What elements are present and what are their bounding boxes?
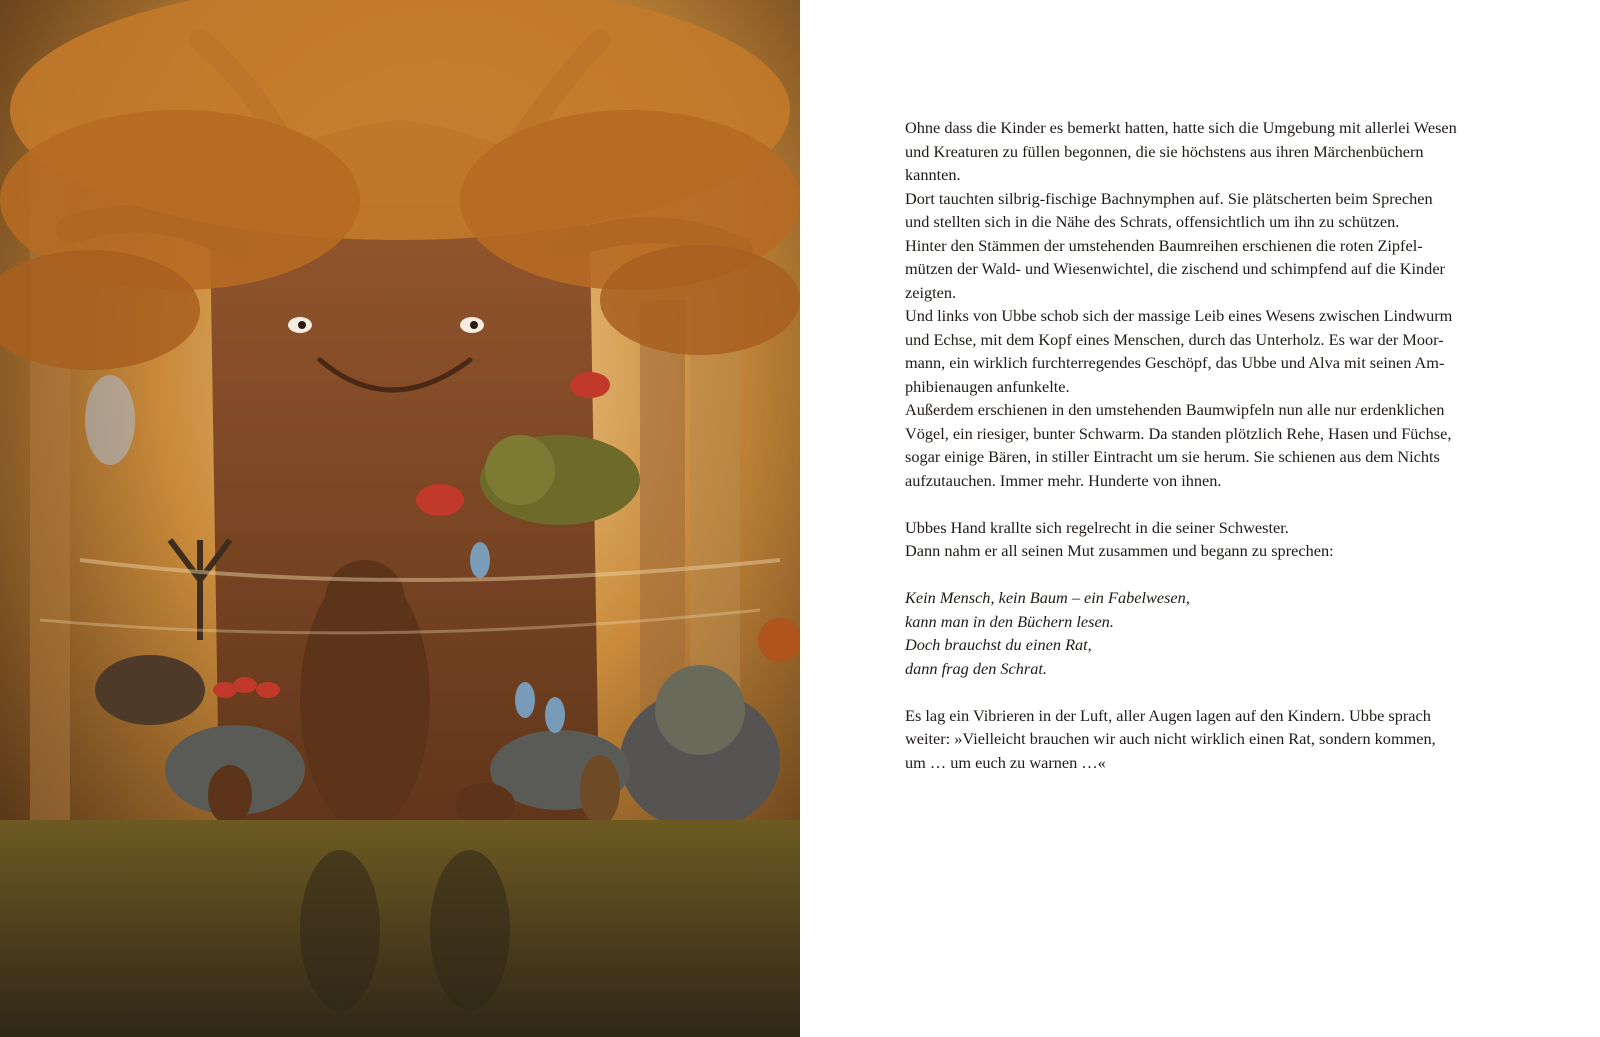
text-line: und stellten sich in die Nähe des Schrats, offensichtlich um ihn zu schützen. bbox=[905, 212, 1400, 231]
paragraph bbox=[905, 116, 1495, 187]
verse-line: Kein Mensch, kein Baum – ein Fabelwesen, bbox=[905, 588, 1190, 607]
verse bbox=[905, 586, 1495, 680]
text-line: und Echse, mit dem Kopf eines Menschen, durch das Unterholz. Es war der Moor- bbox=[905, 329, 1444, 349]
paragraph bbox=[905, 234, 1495, 305]
paragraph bbox=[905, 304, 1495, 398]
text-line: weiter: »Vielleicht brauchen wir auch nicht wirklich einen Rat, sondern kommen, bbox=[905, 729, 1436, 748]
text-line: und Kreaturen zu füllen begonnen, die sie höchstens aus ihren Märchenbüchern bbox=[905, 141, 1424, 161]
paragraph-gap bbox=[905, 492, 1495, 516]
text-line: Und links von Ubbe schob sich der massige Leib eines Wesens zwischen Lindwurm bbox=[905, 306, 1453, 325]
verse-line: dann frag den Schrat. bbox=[905, 658, 1047, 678]
text-line: sogar einige Bären, in stiller Eintracht um sie herum. Sie schienen aus dem Nichts bbox=[905, 447, 1440, 466]
text-line: kannten. bbox=[905, 165, 961, 184]
paragraph bbox=[905, 516, 1495, 563]
text-line: Außerdem erschienen in den umstehenden Baumwipfeln nun alle nur erdenklichen bbox=[905, 400, 1445, 419]
paragraph bbox=[905, 704, 1495, 775]
text-page bbox=[800, 0, 1600, 1037]
paragraph bbox=[905, 187, 1495, 234]
paragraph-gap bbox=[905, 563, 1495, 587]
verse-line: kann man in den Büchern lesen. bbox=[905, 611, 1114, 631]
text-line: Es lag ein Vibrieren in der Luft, aller Augen lagen auf den Kindern. Ubbe sprach bbox=[905, 705, 1431, 725]
text-line: phibienaugen anfunkelte. bbox=[905, 376, 1070, 396]
text-line: Hinter den Stämmen der umstehenden Baumreihen erschienen die roten Zipfel- bbox=[905, 235, 1423, 255]
verse-line: Doch brauchst du einen Rat, bbox=[905, 635, 1092, 654]
text-line: Vögel, ein riesiger, bunter Schwarm. Da standen plötzlich Rehe, Hasen und Füchse, bbox=[905, 423, 1452, 443]
text-line: Ubbes Hand krallte sich regelrecht in die seiner Schwester. bbox=[905, 517, 1289, 537]
text-line: mann, ein wirklich furchterregendes Geschöpf, das Ubbe und Alva mit seinen Am- bbox=[905, 353, 1445, 372]
paragraph-gap bbox=[905, 680, 1495, 704]
text-line: zeigten. bbox=[905, 282, 957, 302]
text-line: Dann nahm er all seinen Mut zusammen und begann zu sprechen: bbox=[905, 541, 1334, 560]
story-text bbox=[905, 116, 1495, 774]
text-line: Ohne dass die Kinder es bemerkt hatten, hatte sich die Umgebung mit allerlei Wesen bbox=[905, 118, 1457, 137]
text-line: Dort tauchten silbrig-fischige Bachnymphen auf. Sie plätscherten beim Sprechen bbox=[905, 188, 1433, 208]
paragraph bbox=[905, 398, 1495, 492]
text-line: um … um euch zu warnen …« bbox=[905, 752, 1106, 772]
text-line: aufzutauchen. Immer mehr. Hunderte von ihnen. bbox=[905, 470, 1222, 490]
text-line: mützen der Wald- und Wiesenwichtel, die zischend und schimpfend auf die Kinder bbox=[905, 259, 1445, 278]
